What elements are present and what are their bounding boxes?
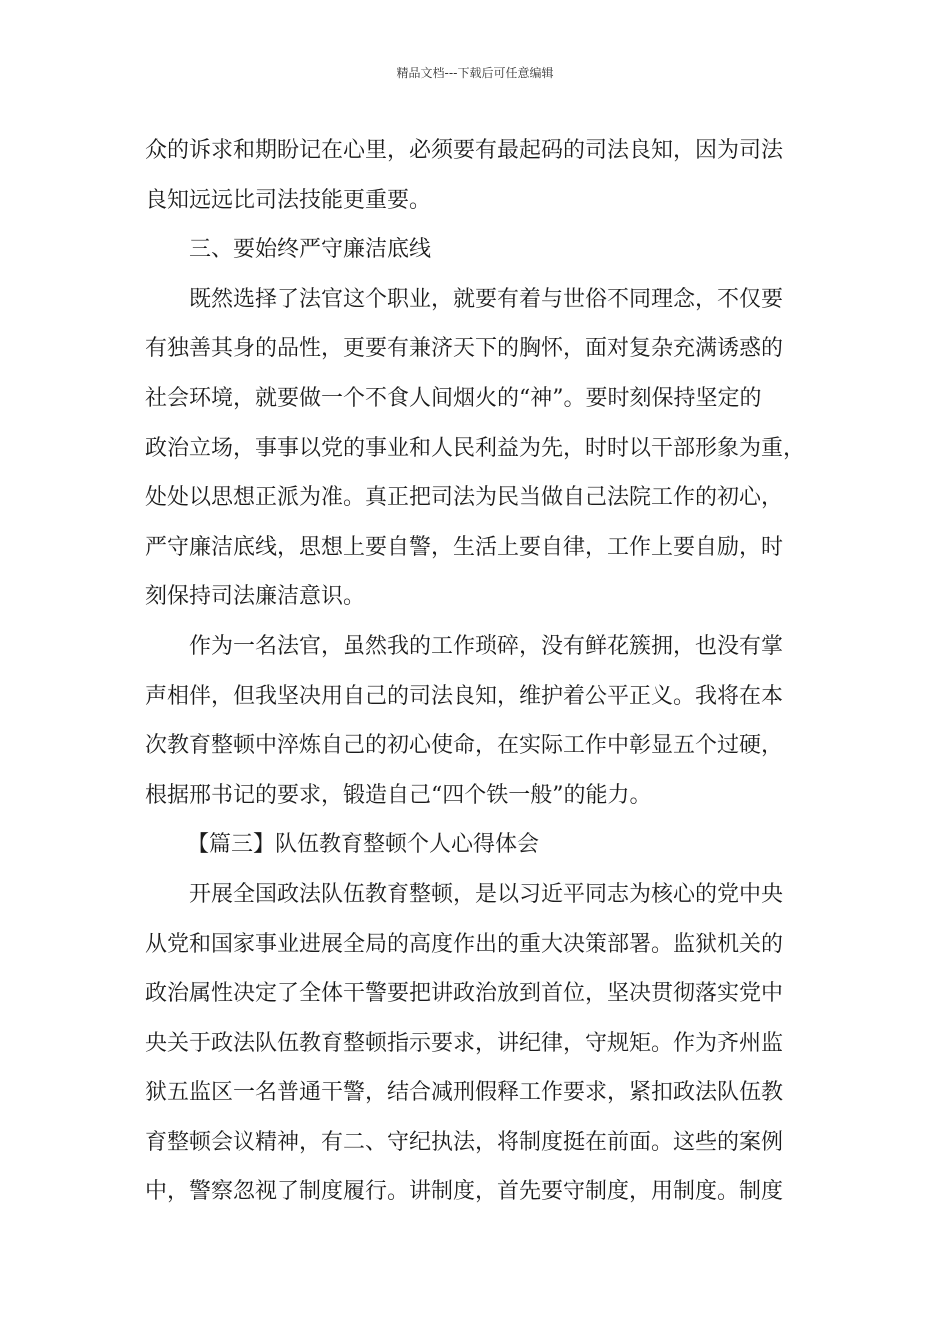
text-line: 处处以思想正派为准。真正把司法为民当做自己法院工作的初心，: [145, 485, 784, 511]
section-heading: 三、要始终严守廉洁底线: [189, 237, 432, 263]
text-line: 既然选择了法官这个职业，就要有着与世俗不同理念，不仅要: [189, 286, 784, 312]
text-line: 刻保持司法廉洁意识。: [145, 584, 366, 610]
text-line: 众的诉求和期盼记在心里，必须要有最起码的司法良知，因为司法: [145, 138, 784, 163]
text-line: 社会环境，就要做一个不食人间烟火的“神”。要时刻保持坚定的: [145, 385, 762, 411]
text-line: 中，警察忽视了制度履行。讲制度，首先要守制度，用制度。制度: [145, 1179, 784, 1205]
text-line: 狱五监区一名普通干警，结合减刑假释工作要求，紧扣政法队伍教: [145, 1080, 784, 1106]
document-body: [145, 126, 825, 1217]
text-line: 有独善其身的品性，更要有兼济天下的胸怀，面对复杂充满诱惑的: [145, 336, 784, 362]
text-line: 次教育整顿中淬炼自己的初心使命，在实际工作中彰显五个过硬，: [145, 733, 784, 759]
text-line: 政治属性决定了全体干警要把讲政治放到首位，坚决贯彻落实党中: [145, 981, 784, 1007]
text-line: 从党和国家事业进展全局的高度作出的重大决策部署。监狱机关的: [145, 931, 784, 957]
text-line: 良知远远比司法技能更重要。: [145, 187, 432, 213]
text-line: 根据邢书记的要求，锻造自己“四个铁一般”的能力。: [145, 782, 652, 808]
text-line: 央关于政法队伍教育整顿指示要求，讲纪律，守规矩。作为齐州监: [145, 1030, 784, 1056]
page-header: 精品文档---下载后可任意编辑: [396, 66, 554, 80]
section-heading: 【篇三】队伍教育整顿个人心得体会: [187, 832, 540, 858]
text-line: 严守廉洁底线，思想上要自警，生活上要自律，工作上要自励，时: [145, 534, 784, 560]
text-line: 声相伴，但我坚决用自己的司法良知，维护着公平正义。我将在本: [145, 683, 784, 709]
text-line: 育整顿会议精神，有二、守纪执法，将制度挺在前面。这些的案例: [145, 1129, 784, 1155]
text-line: 作为一名法官，虽然我的工作琐碎，没有鲜花簇拥，也没有掌: [189, 633, 784, 659]
text-line: 政治立场，事事以党的事业和人民利益为先，时时以干部形象为重，: [145, 435, 806, 461]
text-line: 开展全国政法队伍教育整顿，是以习近平同志为核心的党中央: [189, 881, 784, 907]
